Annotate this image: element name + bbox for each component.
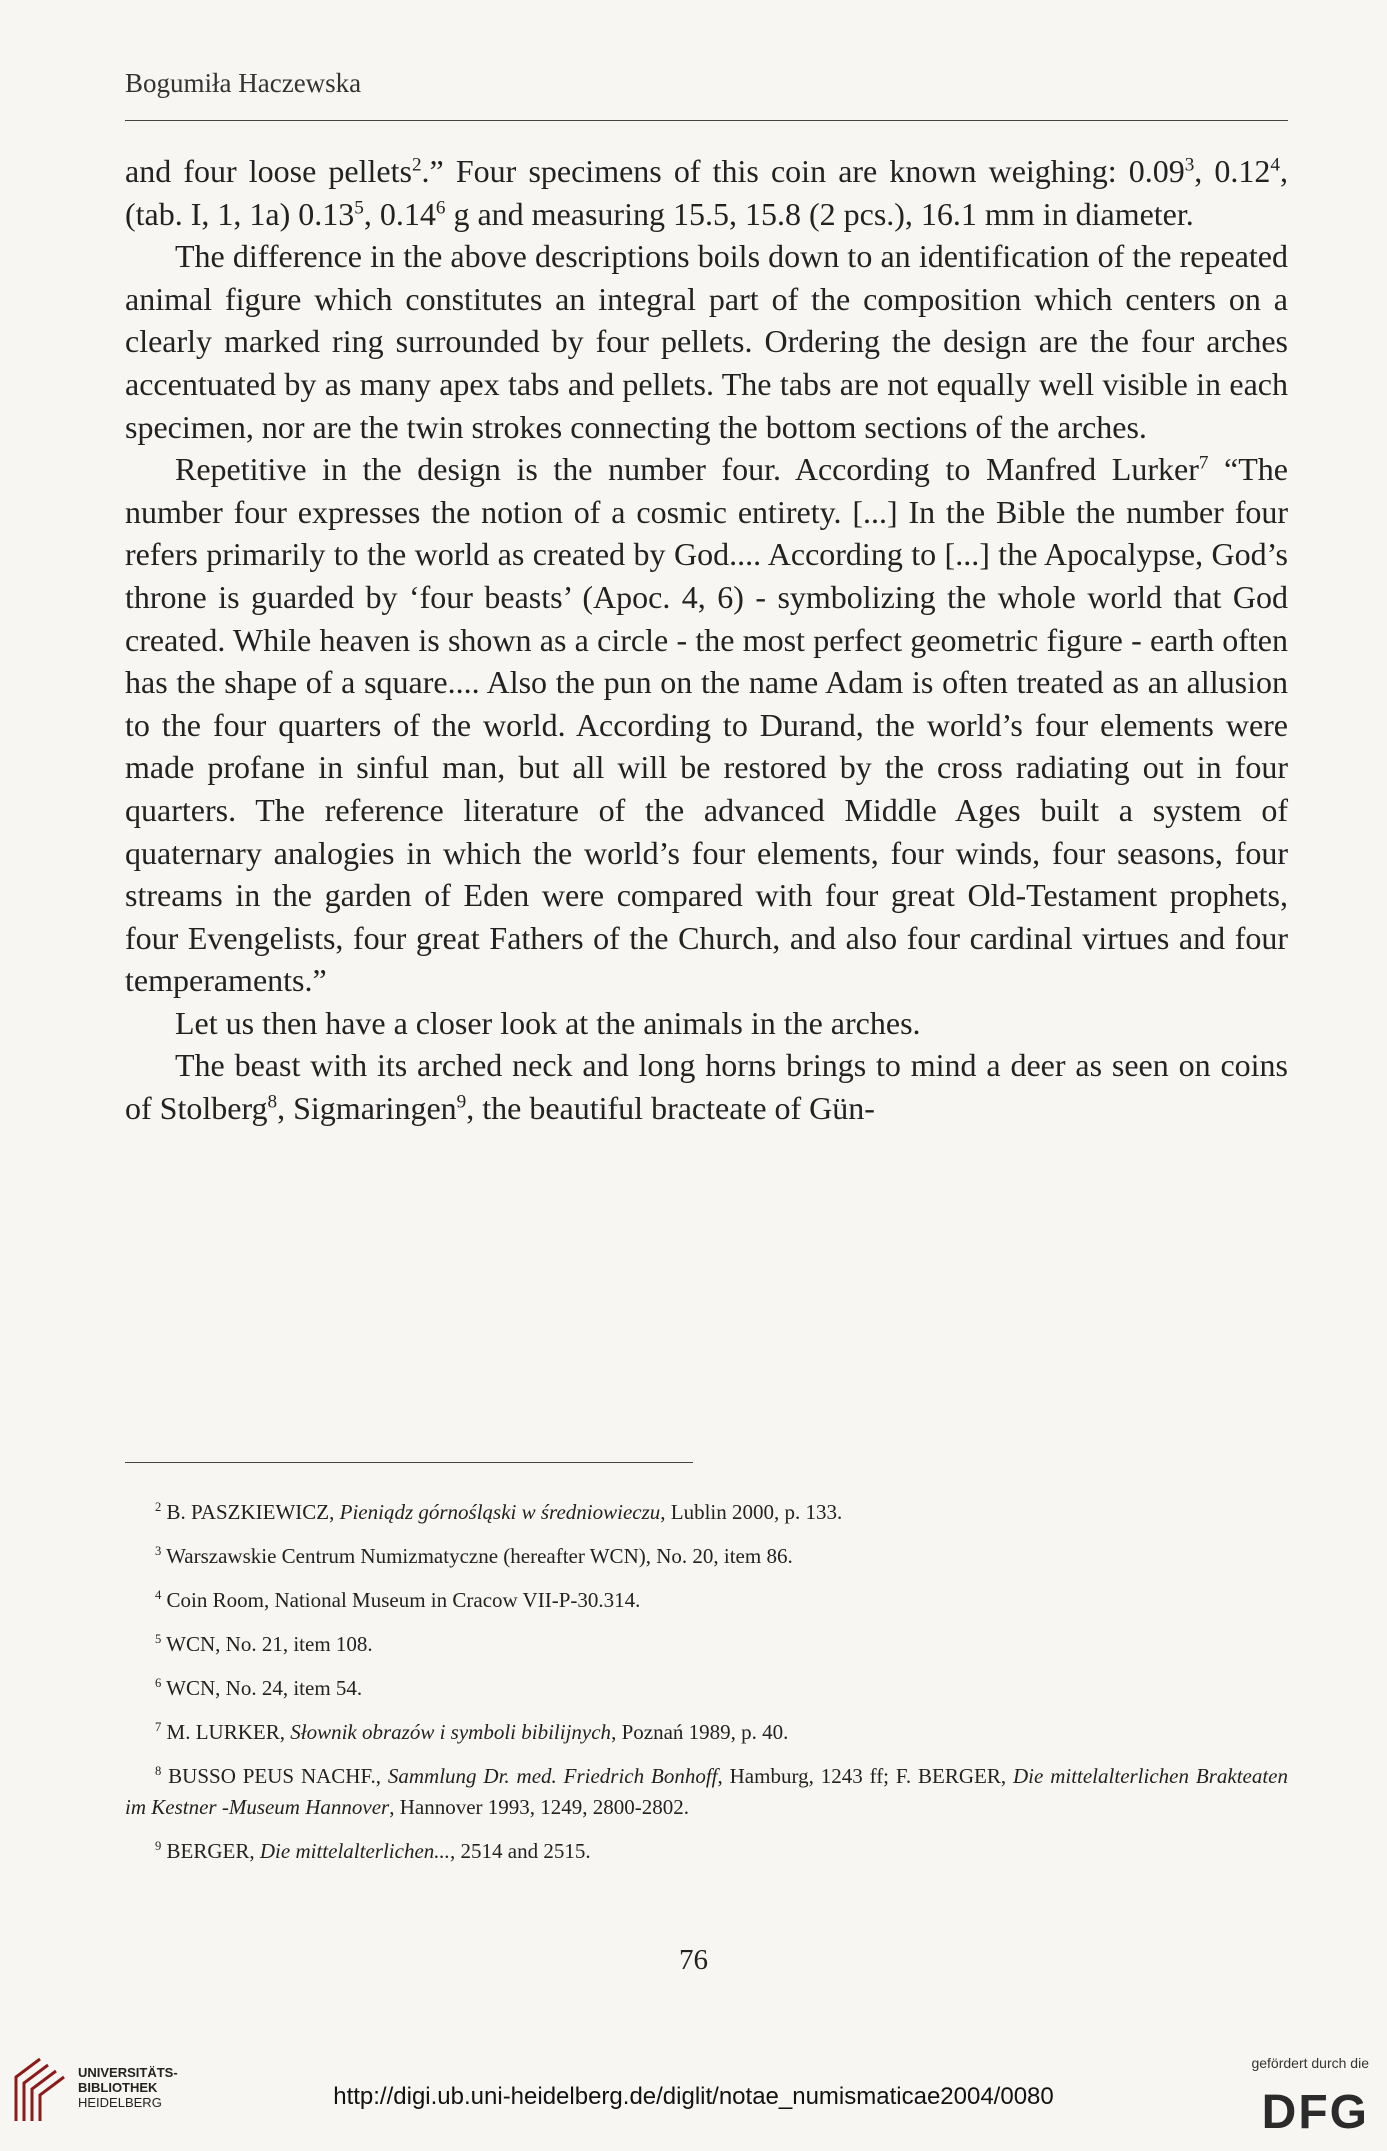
footnote-ref: 4 <box>155 1588 162 1602</box>
text-run: Repetitive in the design is the number four. According to Manfred Lurker <box>175 451 1199 488</box>
text-run: WCN, No. 24, item 54. <box>161 1676 363 1700</box>
text-run: M. LURKER, <box>161 1720 291 1744</box>
footnote-ref: 4 <box>1270 154 1281 176</box>
page-number: 76 <box>679 1944 708 1976</box>
paragraph <box>125 1044 1288 1129</box>
text-run: , Poznań 1989, p. 40. <box>611 1720 789 1744</box>
text-run: B. PASZKIEWICZ, <box>161 1500 340 1524</box>
text-run: g and measuring 15.5, 15.8 (2 pcs.), 16.1 mm in diameter. <box>445 195 1194 232</box>
italic-title: Słownik obrazów i symboli bibilijnych <box>290 1720 612 1744</box>
text-run: “The number four expresses the notion of a cosmic entirety. [...] In the Bible the number four refers primarily to the world as created by God.... According to [...] the Apocalypse, God’s throne is guarded by ‘four beasts’ (Apoc. 4, 6) - symbolizing the whole world that God created. While heaven is shown as a circle - the most perfect geometric figure - earth often has the shape of a square.... Also the pun on the name Adam is often treated as an allusion to the four quarters of the world. According to Durand, the world’s four elements were made profane in sinful man, but all will be restored by the cross radiating out in four quarters. The reference literature of the advanced Middle Ages built a system of quaternary analogies in which the world’s four elements, four winds, four seasons, four streams in the garden of Eden were compared with four great Old-Testament prophets, four Evengelists, four great Fathers of the Church, and also four cardinal virtues and four temperaments.” <box>125 451 1289 999</box>
footnotes <box>125 1497 1288 1880</box>
text-run: Warszawskie Centrum Numizmatyczne (hereafter WCN), No. 20, item 86. <box>161 1544 793 1568</box>
text-run: and four loose pellets <box>125 153 412 189</box>
text-run: , (tab. I, 1, 1a) 0.13 <box>125 153 1289 232</box>
text-run: The difference in the above descriptions boils down to an identification of the repeated animal figure which constitutes an integral part of the composition which centers on a clearly marked ring surrounded by four pellets. Ordering the design are the four arches accentuated by as many apex tabs and pellets. The tabs are not equally well visible in each specimen, nor are the twin strokes connecting the bottom sections of the arches. <box>125 238 1288 445</box>
text-run: , Lublin 2000, p. 133. <box>660 1500 843 1524</box>
text-run: The beast with its arched neck and long horns brings to mind a deer as seen on coins of Stolberg <box>125 1047 1288 1127</box>
source-url-link[interactable]: http://digi.ub.uni-heidelberg.de/diglit/notae_numismaticae2004/0080 <box>333 2083 1054 2110</box>
library-name-line: BIBLIOTHEK <box>78 2080 158 2095</box>
text-run: , 0.12 <box>1194 153 1271 189</box>
footnote-ref: 8 <box>155 1764 162 1778</box>
text-run: Let us then have a closer look at the animals in the arches. <box>175 1004 921 1041</box>
text-run: , Hannover 1993, 1249, 2800-2802. <box>389 1795 689 1819</box>
library-name-line: HEIDELBERG <box>78 2095 162 2110</box>
italic-title: Die mittelalterlichen Brakteaten im Kestner -Museum Hannover <box>125 1764 1289 1819</box>
text-run: Coin Room, National Museum in Cracow VII-P-30.314. <box>161 1588 641 1612</box>
footnote-ref: 7 <box>1198 452 1209 474</box>
text-run: WCN, No. 21, item 108. <box>161 1632 373 1656</box>
footnote <box>125 1717 1288 1748</box>
dfg-logo: DFG <box>1261 2086 1369 2139</box>
text-run: , Sigmaringen <box>277 1090 457 1127</box>
text-run: , Hamburg, 1243 ff; F. BERGER, <box>717 1764 1013 1788</box>
footnote <box>125 1585 1288 1616</box>
header-rule <box>125 120 1288 121</box>
footnote-ref: 8 <box>267 1091 278 1113</box>
digitization-footer <box>0 2035 1387 2151</box>
footnote-ref: 5 <box>155 1632 162 1646</box>
italic-title: Sammlung Dr. med. Friedrich Bonhoff <box>387 1764 718 1788</box>
footnote-ref: 9 <box>456 1091 467 1113</box>
funding-note: gefördert durch die <box>1251 2055 1369 2071</box>
footnote-ref: 5 <box>354 196 364 218</box>
footnote <box>125 1836 1288 1867</box>
footnote-ref: 2 <box>155 1500 162 1514</box>
library-name-line: UNIVERSITÄTS- <box>78 2065 178 2080</box>
text-run: , 2514 and 2515. <box>450 1839 591 1863</box>
paragraph <box>125 150 1288 235</box>
running-head: Bogumiła Haczewska <box>125 68 362 98</box>
paragraph <box>125 448 1288 1002</box>
footnote-ref: 6 <box>435 196 446 218</box>
footnote-rule <box>125 1462 693 1463</box>
footnote-ref: 3 <box>1184 154 1195 176</box>
text-run: , the beautiful bracteate of Gün- <box>466 1090 875 1127</box>
italic-title: Die mittelalterlichen... <box>259 1839 451 1863</box>
main-text <box>125 150 1288 1130</box>
paragraph <box>125 235 1288 448</box>
text-run: BUSSO PEUS NACHF., <box>161 1764 388 1788</box>
footnote-ref: 3 <box>155 1544 162 1558</box>
footnote-ref: 7 <box>155 1720 162 1734</box>
footnote <box>125 1761 1288 1823</box>
footnote <box>125 1629 1288 1660</box>
text-run: , 0.14 <box>363 195 436 232</box>
footnote <box>125 1673 1288 1704</box>
footnote <box>125 1497 1288 1528</box>
text-run: BERGER, <box>161 1839 260 1863</box>
footnote-ref: 9 <box>155 1839 162 1853</box>
footnote-ref: 6 <box>155 1676 162 1690</box>
text-run: .” Four specimens of this coin are known weighing: 0.09 <box>421 153 1185 189</box>
footnote <box>125 1541 1288 1572</box>
italic-title: Pieniądz górnośląski w średniowieczu <box>339 1500 661 1524</box>
footnote-ref: 2 <box>411 154 422 176</box>
paragraph <box>125 1002 1288 1045</box>
